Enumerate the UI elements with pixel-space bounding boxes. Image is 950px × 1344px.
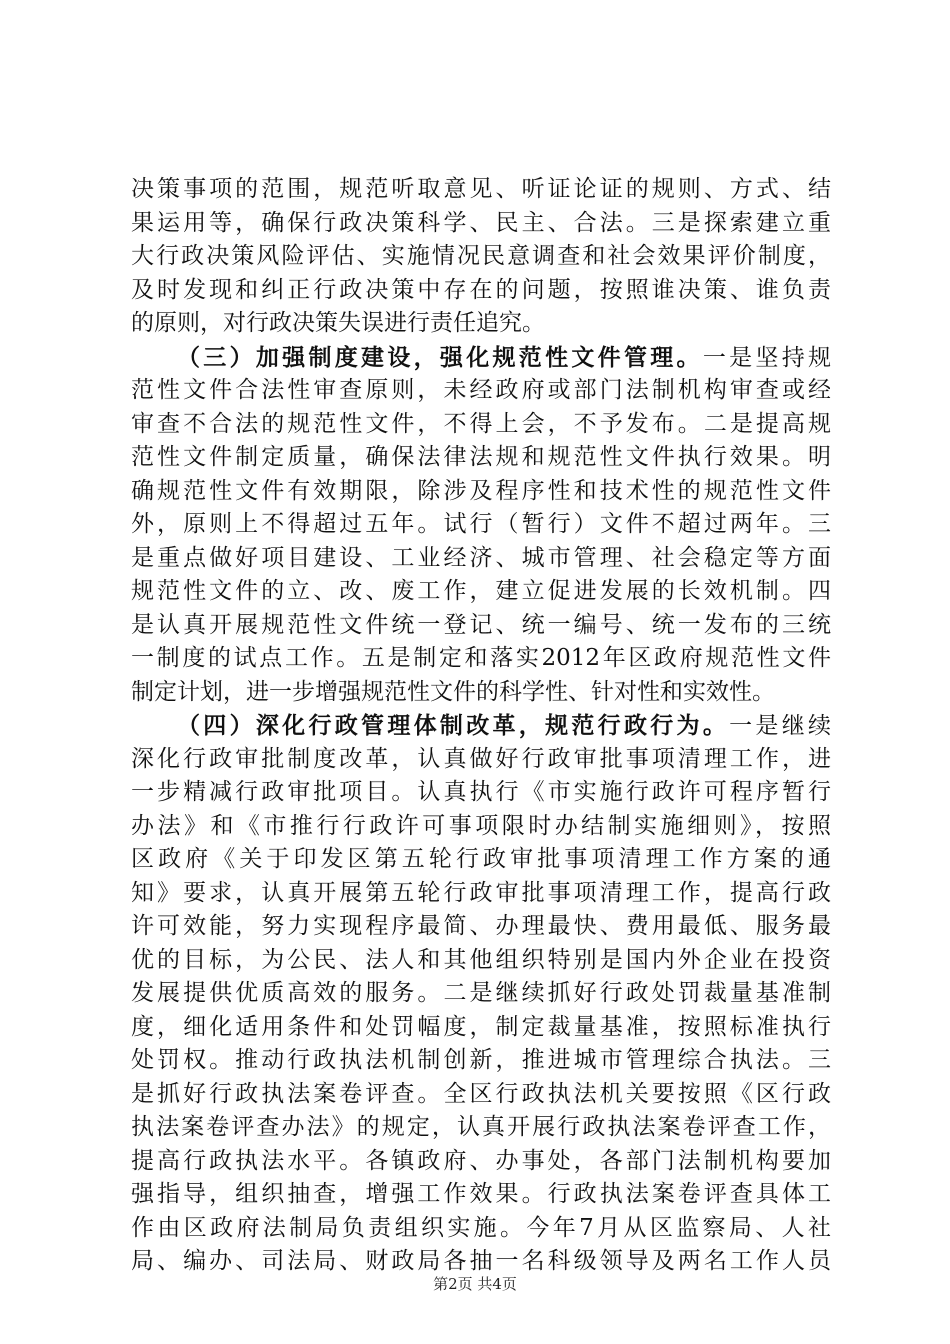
section-heading-line	[131, 341, 831, 375]
text-line: 一步精减行政审批项目。认真执行《市实施行政许可程序暂行	[131, 779, 831, 805]
text-line: 处罚权。推动行政执法机制创新，推进城市管理综合执法。三	[131, 1047, 831, 1073]
text-line: 知》要求，认真开展第五轮行政审批事项清理工作，提高行政	[131, 879, 831, 906]
text-line: 是抓好行政执法案卷评查。全区行政执法机关要按照《区行政	[131, 1080, 831, 1107]
text-line: 果运用等，确保行政决策科学、民主、合法。三是探索建立重	[131, 209, 831, 236]
text-line: 是认真开展规范性文件统一登记、统一编号、统一发布的三统	[131, 611, 831, 638]
text-line: 度，细化适用条件和处罚幅度，制定裁量基准，按照标准执行	[131, 1013, 831, 1040]
text-line: 的原则，对行政决策失误进行责任追究。	[131, 310, 545, 336]
text-line: 确规范性文件有效期限，除涉及程序性和技术性的规范性文件	[131, 477, 831, 504]
heading-tail-text: 一是坚持规	[702, 344, 832, 371]
text-line: 一制度的试点工作。五是制定和落实2012年区政府规范性文件	[131, 645, 831, 671]
text-line: 决策事项的范围，规范听取意见、听证论证的规则、方式、结	[131, 176, 831, 202]
text-line: 强指导，组织抽查，增强工作效果。行政执法案卷评查具体工	[131, 1181, 831, 1207]
text-line: 发展提供优质高效的服务。二是继续抓好行政处罚裁量基准制	[131, 980, 831, 1006]
text-line: 范性文件合法性审查原则，未经政府或部门法制机构审查或经	[131, 377, 831, 403]
text-line: 优的目标，为公民、法人和其他组织特别是国内外企业在投资	[131, 946, 831, 973]
text-line: 局、编办、司法局、财政局各抽一名科级领导及两名工作人员	[131, 1248, 831, 1274]
text-line: 制定计划，进一步增强规范性文件的科学性、针对性和实效性。	[131, 678, 775, 705]
text-line: 作由区政府法制局负责组织实施。今年7月从区监察局、人社	[131, 1214, 831, 1241]
section-heading: （四）深化行政管理体制改革，规范行政行为。	[177, 712, 730, 739]
heading-tail-text: 一是继续	[729, 713, 832, 739]
text-line: 规范性文件的立、改、废工作，建立促进发展的长效机制。四	[131, 578, 831, 604]
text-line: 审查不合法的规范性文件，不得上会，不予发布。二是提高规	[131, 410, 831, 437]
paragraph-continuation	[131, 173, 831, 341]
text-line: 深化行政审批制度改革，认真做好行政审批事项清理工作，进	[131, 745, 831, 772]
page-number-footer: 第2页 共4页	[433, 1275, 517, 1293]
paragraph-section-three	[131, 341, 831, 710]
text-line: 提高行政执法水平。各镇政府、办事处，各部门法制机构要加	[131, 1147, 831, 1174]
text-line: 大行政决策风险评估、实施情况民意调查和社会效果评价制度，	[131, 243, 831, 269]
section-heading: （三）加强制度建设，强化规范性文件管理。	[177, 343, 703, 371]
text-line: 是重点做好项目建设、工业经济、城市管理、社会稳定等方面	[131, 544, 831, 571]
text-line: 及时发现和纠正行政决策中存在的问题，按照谁决策、谁负责	[131, 276, 831, 303]
text-line: 许可效能，努力实现程序最简、办理最快、费用最低、服务最	[131, 913, 831, 939]
text-line: 区政府《关于印发区第五轮行政审批事项清理工作方案的通	[131, 846, 831, 872]
paragraph-section-four	[131, 709, 831, 1279]
text-line: 范性文件制定质量，确保法律法规和规范性文件执行效果。明	[131, 444, 831, 470]
document-body	[131, 173, 831, 1279]
section-heading-line	[131, 709, 831, 743]
text-line: 执法案卷评查办法》的规定，认真开展行政执法案卷评查工作，	[131, 1114, 831, 1140]
text-line: 外，原则上不得超过五年。试行（暂行）文件不超过两年。三	[131, 511, 831, 537]
text-line: 办法》和《市推行行政许可事项限时办结制实施细则》，按照	[131, 812, 831, 839]
